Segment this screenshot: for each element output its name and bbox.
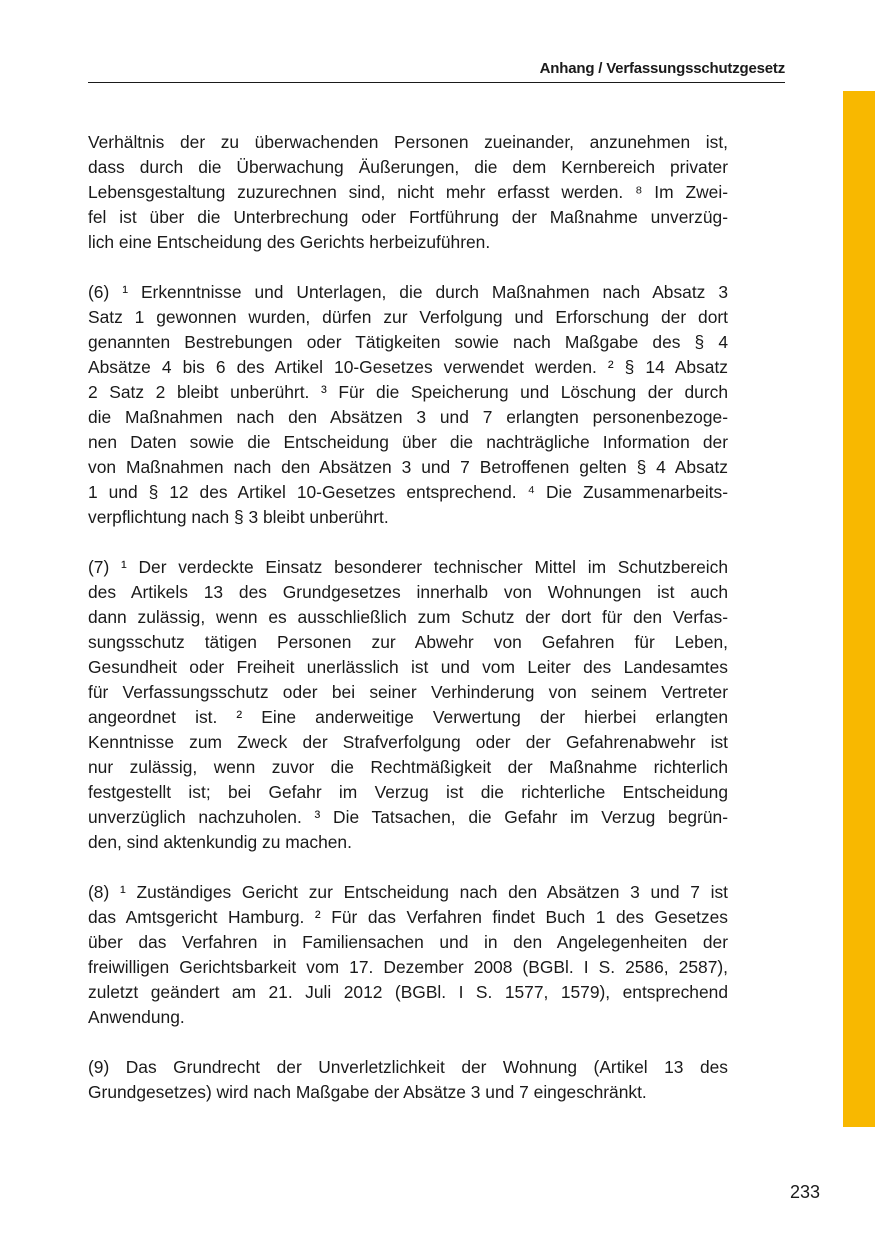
text-line: (6) ¹ Erkenntnisse und Unterlagen, die durch Maßnahmen nach Absatz 3 (88, 282, 728, 302)
text-line: (7) ¹ Der verdeckte Einsatz besonderer technischer Mittel im Schutzbereich (88, 557, 728, 577)
running-head: Anhang / Verfassungsschutzgesetz (539, 60, 785, 77)
text-line: unverzüglich nachzuholen. ³ Die Tatsachen, die Gefahr im Verzug begrün- (88, 807, 728, 827)
paragraph-7 (88, 555, 728, 855)
paragraph-continuation (88, 130, 728, 255)
paragraph-9 (88, 1055, 728, 1105)
page-number: 233 (789, 1182, 820, 1202)
text-line: den, sind aktenkundig zu machen. (88, 832, 352, 852)
chapter-side-tab (843, 91, 875, 1127)
page-body (88, 130, 728, 1130)
text-line: (8) ¹ Zuständiges Gericht zur Entscheidung nach den Absätzen 3 und 7 ist (88, 882, 728, 902)
text-line: genannten Bestrebungen oder Tätigkeiten sowie nach Maßgabe des § 4 (88, 332, 728, 352)
text-line: lich eine Entscheidung des Gerichts herbeizuführen. (88, 232, 491, 252)
text-line: das Amtsgericht Hamburg. ² Für das Verfahren findet Buch 1 des Gesetzes (88, 907, 728, 927)
text-line: Verhältnis der zu überwachenden Personen zueinander, anzunehmen ist, (88, 132, 728, 152)
text-line: Gesundheit oder Freiheit unerlässlich ist und vom Leiter des Landesamtes (88, 657, 728, 677)
text-line: (9) Das Grundrecht der Unverletzlichkeit der Wohnung (Artikel 13 des (88, 1057, 728, 1077)
paragraph-6 (88, 280, 728, 530)
text-line: 1 und § 12 des Artikel 10-Gesetzes entsprechend. ⁴ Die Zusammenarbeits- (88, 482, 728, 502)
text-line: Satz 1 gewonnen wurden, dürfen zur Verfolgung und Erforschung der dort (88, 307, 728, 327)
text-line: freiwilligen Gerichtsbarkeit vom 17. Dezember 2008 (BGBl. I S. 2586, 2587), (88, 957, 728, 977)
header-rule (88, 82, 785, 83)
text-line: Anwendung. (88, 1007, 185, 1027)
text-line: nen Daten sowie die Entscheidung über die nachträgliche Information der (88, 432, 728, 452)
text-line: festgestellt ist; bei Gefahr im Verzug ist die richterliche Entscheidung (88, 782, 728, 802)
text-line: dann zulässig, wenn es ausschließlich zum Schutz der dort für den Verfas- (88, 607, 728, 627)
paragraph-8 (88, 880, 728, 1030)
text-line: verpflichtung nach § 3 bleibt unberührt. (88, 507, 389, 527)
text-line: nur zulässig, wenn zuvor die Rechtmäßigkeit der Maßnahme richterlich (88, 757, 728, 777)
text-line: des Artikels 13 des Grundgesetzes innerhalb von Wohnungen ist auch (88, 582, 728, 602)
text-line: über das Verfahren in Familiensachen und in den Angelegenheiten der (88, 932, 728, 952)
text-line: angeordnet ist. ² Eine anderweitige Verwertung der hierbei erlangten (88, 707, 728, 727)
text-line: zuletzt geändert am 21. Juli 2012 (BGBl. I S. 1577, 1579), entsprechend (88, 982, 728, 1002)
text-line: für Verfassungsschutz oder bei seiner Verhinderung von seinem Vertreter (88, 682, 728, 702)
text-line: Lebensgestaltung zuzurechnen sind, nicht mehr erfasst werden. ⁸ Im Zwei- (88, 182, 728, 202)
text-line: dass durch die Überwachung Äußerungen, die dem Kernbereich privater (88, 157, 728, 177)
text-line: Grundgesetzes) wird nach Maßgabe der Absätze 3 und 7 eingeschränkt. (88, 1082, 647, 1102)
text-line: Kenntnisse zum Zweck der Strafverfolgung oder der Gefahrenabwehr ist (88, 732, 728, 752)
text-line: 2 Satz 2 bleibt unberührt. ³ Für die Speicherung und Löschung der durch (88, 382, 728, 402)
text-line: von Maßnahmen nach den Absätzen 3 und 7 Betroffenen gelten § 4 Absatz (88, 457, 728, 477)
text-line: die Maßnahmen nach den Absätzen 3 und 7 erlangten personenbezoge- (88, 407, 728, 427)
text-line: fel ist über die Unterbrechung oder Fortführung der Maßnahme unverzüg- (88, 207, 728, 227)
text-line: sungsschutz tätigen Personen zur Abwehr von Gefahren für Leben, (88, 632, 728, 652)
text-line: Absätze 4 bis 6 des Artikel 10-Gesetzes verwendet werden. ² § 14 Absatz (88, 357, 728, 377)
